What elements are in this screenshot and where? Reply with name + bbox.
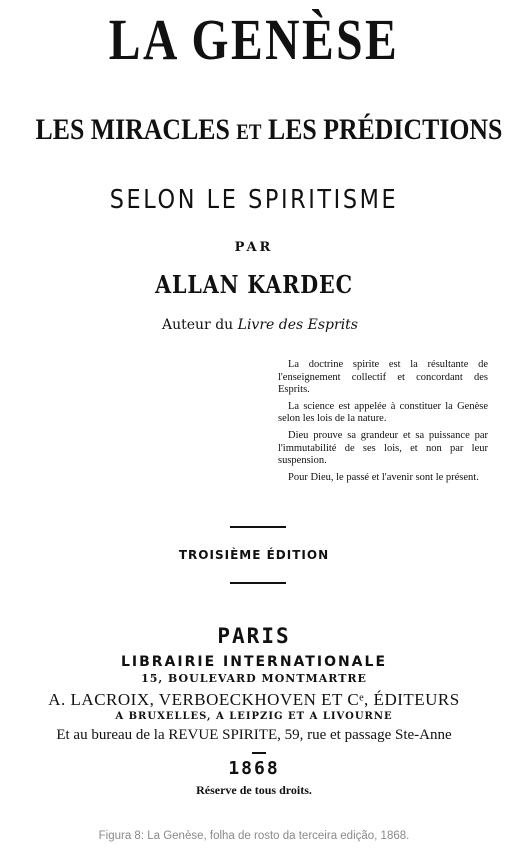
author-name: ALLAN KARDEC xyxy=(155,270,353,299)
subtitle-conjunction: ET xyxy=(236,119,262,144)
author-credit-book: Livre des Esprits xyxy=(237,317,358,333)
epigraph-line: La doctrine spirite est la résultante de l'enseignement collectif et concordant des Esprits. xyxy=(278,359,488,396)
epigraph-line: La science est appelée à constituer la Genèse selon les lois de la nature. xyxy=(278,400,488,425)
librairie-label: LIBRAIRIE INTERNATIONALE xyxy=(120,654,388,670)
par-label: PAR xyxy=(234,240,274,255)
divider-rule xyxy=(230,582,286,584)
figure-caption: Figura 8: La Genèse, folha de rosto da terceira edição, 1868. xyxy=(98,830,410,842)
year-label: 1868 xyxy=(228,758,280,779)
book-title: LA GENÈSE xyxy=(108,7,400,72)
subtitle-part2: LES PRÉDICTIONS xyxy=(267,113,503,146)
city-label: PARIS xyxy=(217,624,291,648)
epigraph-line: Pour Dieu, le passé et l'avenir sont le présent. xyxy=(288,471,479,483)
rights-label: Réserve de tous droits. xyxy=(196,783,312,797)
epigraph-line: Dieu prouve sa grandeur et sa puissance par l'immutabilité de ses lois, et non par leur suspension. xyxy=(278,429,488,467)
divider-rule xyxy=(252,752,266,754)
epigraph xyxy=(278,359,488,488)
publishers-label: A. LACROIX, VERBOECKHOVEN ET Cᵉ, ÉDITEURS xyxy=(48,690,460,709)
edition-label: TROISIÈME ÉDITION xyxy=(178,548,330,562)
bureau-label: Et au bureau de la REVUE SPIRITE, 59, rue et passage Ste-Anne xyxy=(56,727,452,743)
author-credit xyxy=(162,317,358,333)
selon-line: SELON LE SPIRITISME xyxy=(109,185,399,215)
cities-label: A BRUXELLES, A LEIPZIG ET A LIVOURNE xyxy=(115,711,393,722)
divider-rule xyxy=(230,526,286,528)
author-credit-prefix: Auteur du xyxy=(162,317,234,333)
book-subtitle xyxy=(35,112,503,150)
subtitle-part1: LES MIRACLES xyxy=(35,113,230,146)
address-label: 15, BOULEVARD MONTMARTRE xyxy=(141,672,367,685)
